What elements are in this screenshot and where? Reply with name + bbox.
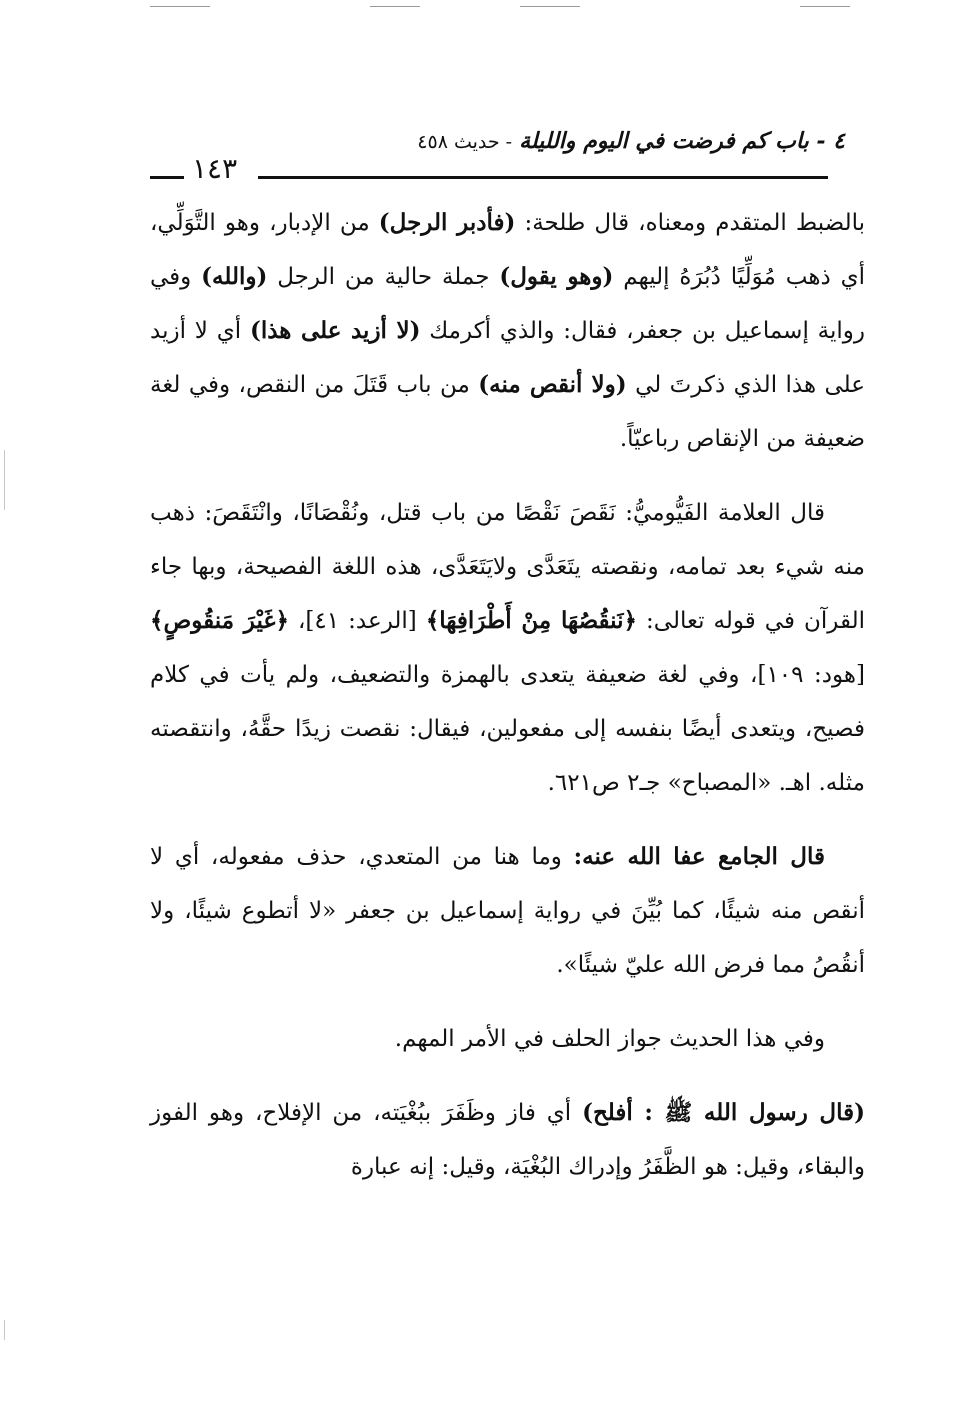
scan-edge-mark — [4, 1320, 5, 1340]
paragraph — [150, 1086, 865, 1194]
paragraph — [150, 196, 865, 466]
text-run: وفي هذا الحديث جواز الحلف في الأمر المهم. — [394, 1026, 825, 1052]
emphasized-text: ﴿نَنقُصُهَا مِنْ أَطْرَافِهَا﴾ — [425, 607, 637, 634]
page-number: ١٤٣ — [192, 152, 238, 185]
text-run: من الإدبار، وهو التَّوَلِّي، أي ذهب مُوَلِّيًا دُبُرَهُ إليهم — [150, 210, 865, 290]
text-run: [هود: ١٠٩]، وفي لغة ضعيفة يتعدى بالهمزة والتضعيف، ولم يأت في كلام فصيح، ويتعدى أيضًا بنفسه إلى مفعولين، فيقال: نقصت زيدًا حقَّهُ، وانتقصته مثله. اهـ. «المصباح» جـ٢ ص٦٢١. — [150, 662, 865, 796]
running-header — [417, 128, 845, 154]
header-rule-left — [150, 176, 184, 179]
scan-mark-line — [800, 6, 850, 7]
text-run: من باب قَتَلَ من النقص، وفي لغة ضعيفة من الإنقاص رباعيّاً. — [150, 372, 865, 452]
text-run: قال العلامة الفَيُّوميُّ: نَقَصَ نَقْصًا من باب قتل، ونُقْصَانًا، وانْتَقَصَ: ذهب منه شيء بعد تمامه، ونقصته يتَعَدَّى ولايَتَعَدَّى، هذه اللغة الفصيحة، وبها جاء القرآن في قوله تعالى: — [150, 500, 865, 634]
chapter-title: ٤ - باب كم فرضت في اليوم والليلة — [519, 128, 845, 154]
paragraph — [150, 1012, 865, 1066]
emphasized-text: ﴿غَيْرَ مَنقُوصٍ﴾ — [150, 607, 289, 634]
emphasized-text: (وهو يقول) — [499, 263, 614, 290]
scan-edge-mark — [4, 450, 5, 510]
hadith-number: - حديث ٤٥٨ — [417, 131, 513, 153]
text-run: أي فاز وظَفَرَ ببُغْيَته، من الإفلاح، وهو الفوز والبقاء، وقيل: هو الظَّفَرُ وإدراك البُغْيَة، وقيل: إنه عبارة — [150, 1100, 865, 1180]
text-run: وفي رواية إسماعيل بن جعفر، فقال: والذي أكرمك — [150, 264, 865, 344]
text-run: [الرعد: ٤١]، — [288, 608, 426, 634]
paragraph — [150, 486, 865, 810]
emphasized-text: (فأدبر الرجل) — [378, 209, 516, 236]
text-run: جملة حالية من الرجل — [267, 264, 500, 290]
scan-mark-line — [520, 6, 580, 7]
text-run: أي لا أزيد على هذا الذي ذكرتَ لي — [150, 318, 866, 398]
emphasized-text: (قال رسول الله ﷺ : أفلح) — [582, 1099, 866, 1126]
emphasized-text: (والله) — [201, 263, 268, 290]
emphasized-text: قال الجامع عفا الله عنه: — [573, 843, 825, 870]
emphasized-text: (ولا أنقص منه) — [478, 371, 627, 398]
text-run: وما هنا من المتعدي، حذف مفعوله، أي لا أنقص منه شيئًا، كما بُيِّنَ في رواية إسماعيل بن جعفر «لا أتطوع شيئًا، ولا أنقُصُ مما فرض الله عليّ شيئًا». — [150, 844, 865, 978]
text-run: بالضبط المتقدم ومعناه، قال طلحة: — [515, 210, 866, 236]
emphasized-text: (لا أزيد على هذا) — [249, 317, 421, 344]
scan-mark-line — [150, 6, 210, 7]
paragraph — [150, 830, 865, 992]
body-text — [150, 196, 865, 1214]
scan-mark-line — [370, 6, 420, 7]
header-rule — [258, 176, 828, 179]
